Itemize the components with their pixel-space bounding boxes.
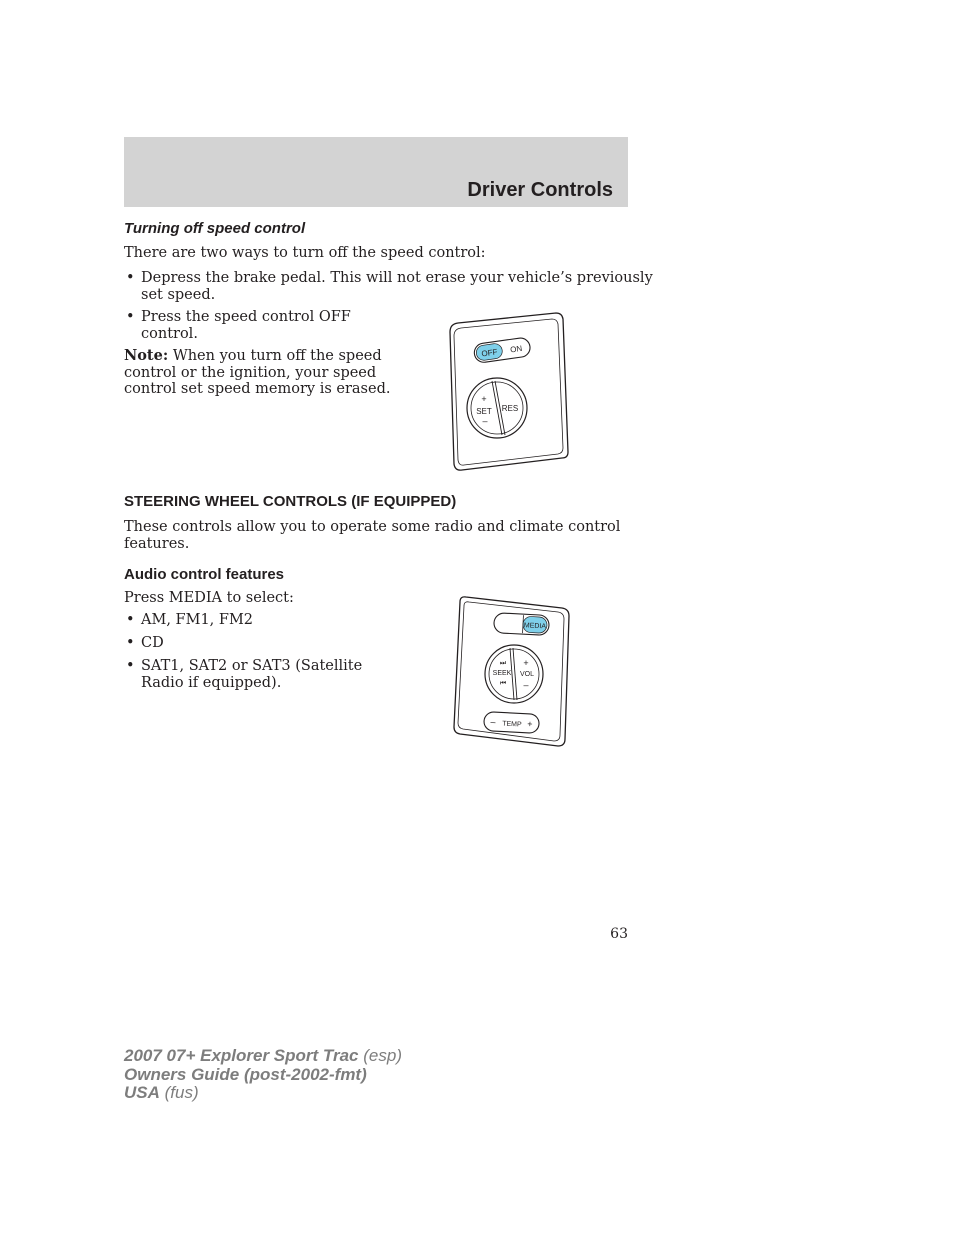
bullet-mark: • bbox=[126, 612, 135, 628]
steering-intro-line2: features. bbox=[124, 535, 190, 552]
section-header-band bbox=[124, 137, 628, 207]
bullet-text: Depress the brake pedal. This will not erase your vehicle’s previously bbox=[141, 270, 653, 286]
bullet-mark: • bbox=[126, 635, 135, 651]
note-text-line2: control or the ignition, your speed bbox=[124, 364, 377, 381]
seek-up-icon: ⏭ bbox=[499, 660, 507, 667]
bullet-mark: • bbox=[126, 658, 135, 674]
res-label: RES bbox=[501, 404, 519, 413]
steering-intro-line1: These controls allow you to operate some radio and climate control bbox=[124, 519, 621, 535]
vol-minus-label: – bbox=[523, 680, 529, 690]
on-label: ON bbox=[509, 343, 523, 355]
bullet-mark: • bbox=[126, 270, 135, 286]
note-text-line1: When you turn off the speed bbox=[172, 348, 382, 364]
list-item bbox=[124, 309, 384, 343]
minus-label: – bbox=[482, 416, 488, 426]
seek-down-icon: ⏮ bbox=[499, 680, 507, 687]
heading-turning-off-speed-control: Turning off speed control bbox=[124, 220, 306, 237]
note-label: Note: bbox=[124, 347, 169, 364]
vol-plus-label: + bbox=[523, 658, 529, 668]
note-text-line3: control set speed memory is erased. bbox=[124, 381, 391, 397]
bullet-text: CD bbox=[141, 635, 164, 651]
bullet-mark: • bbox=[126, 309, 135, 325]
list-item bbox=[124, 658, 384, 692]
temp-label: TEMP bbox=[502, 720, 522, 729]
speed-control-illustration bbox=[444, 310, 574, 475]
heading-steering-wheel-controls: STEERING WHEEL CONTROLS (IF EQUIPPED) bbox=[124, 493, 457, 510]
seek-label: SEEK bbox=[492, 670, 512, 677]
bullet-text-continued: set speed. bbox=[141, 286, 216, 303]
footer-model-code: (esp) bbox=[363, 1046, 402, 1065]
heading-audio-control-features: Audio control features bbox=[124, 566, 285, 583]
temp-plus-label: + bbox=[527, 718, 533, 730]
section-title: Driver Controls bbox=[467, 179, 613, 201]
paragraph-audio-intro: Press MEDIA to select: bbox=[124, 590, 294, 606]
paragraph-steering-intro bbox=[124, 519, 620, 552]
footer-market-code: (fus) bbox=[164, 1083, 199, 1102]
set-label: SET bbox=[476, 407, 492, 416]
media-label: MEDIA bbox=[523, 622, 547, 631]
bullet-text: Press the speed control OFF bbox=[141, 309, 351, 325]
temp-minus-label: – bbox=[490, 716, 496, 728]
document-footer bbox=[124, 1047, 402, 1103]
vol-label: VOL bbox=[519, 671, 535, 678]
footer-guide: Owners Guide (post-2002-fmt) bbox=[124, 1064, 367, 1084]
note-paragraph bbox=[124, 348, 390, 398]
plus-label: + bbox=[481, 394, 487, 404]
page-number: 63 bbox=[610, 926, 628, 942]
footer-model: 2007 07+ Explorer Sport Trac bbox=[124, 1046, 359, 1065]
audio-controls-illustration bbox=[450, 592, 576, 752]
list-item bbox=[124, 635, 384, 652]
bullet-text: AM, FM1, FM2 bbox=[141, 612, 254, 628]
footer-market: USA bbox=[124, 1083, 160, 1102]
list-item bbox=[124, 612, 384, 629]
bullet-text-continued: Radio if equipped). bbox=[141, 674, 282, 691]
paragraph-intro: There are two ways to turn off the speed control: bbox=[124, 245, 486, 261]
bullet-text-continued: control. bbox=[141, 325, 198, 342]
list-item bbox=[124, 270, 653, 304]
off-label: OFF bbox=[480, 347, 499, 359]
bullet-text: SAT1, SAT2 or SAT3 (Satellite bbox=[141, 658, 363, 674]
